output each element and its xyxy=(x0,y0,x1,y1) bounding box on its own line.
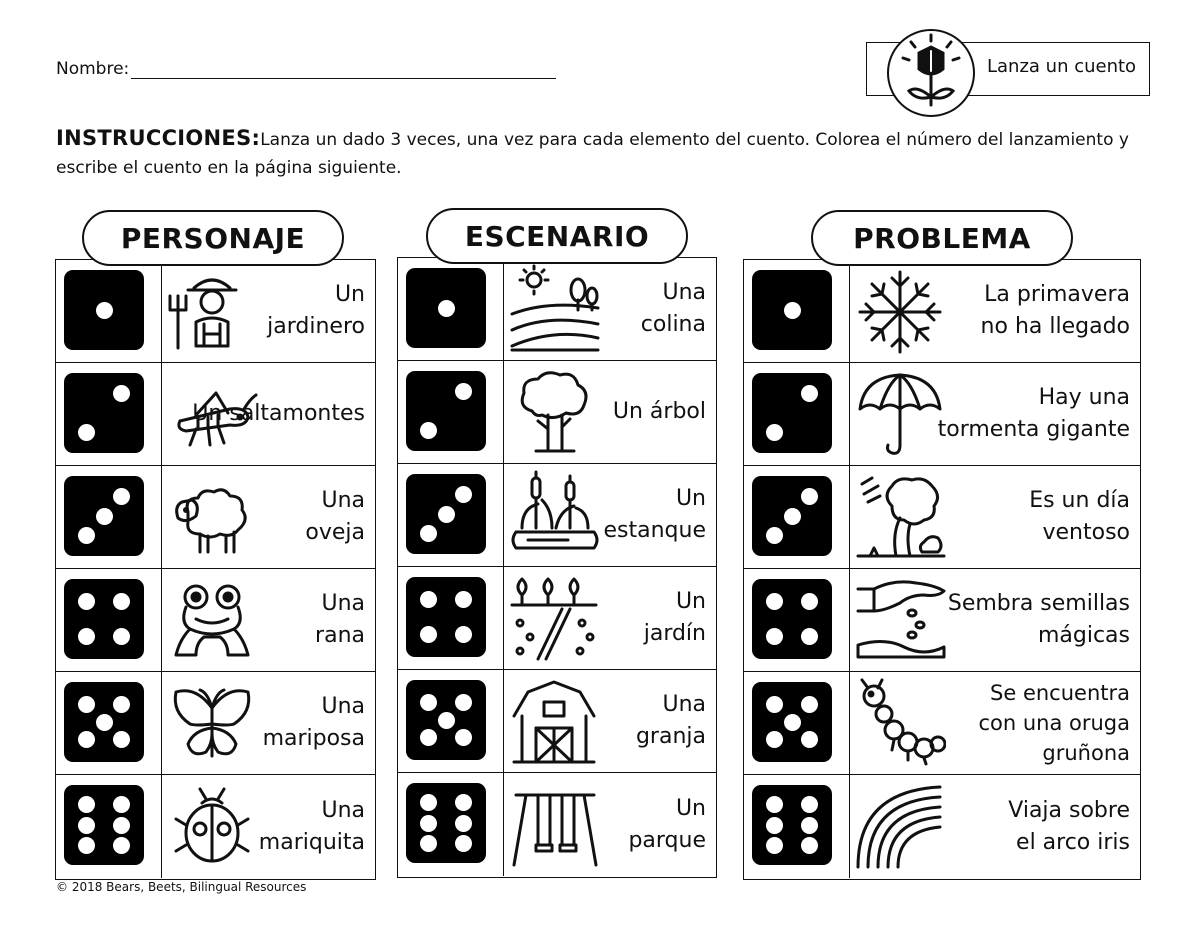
die-pip xyxy=(455,835,472,852)
option-label-line: tormenta gigante xyxy=(937,417,1130,442)
option-label-line: oveja xyxy=(305,520,365,545)
die-pip xyxy=(784,302,801,319)
die-cell[interactable] xyxy=(398,258,504,360)
die-pip xyxy=(78,593,95,610)
barn-icon xyxy=(508,676,600,764)
die-face-5-icon[interactable] xyxy=(752,682,832,762)
die-pip xyxy=(766,731,783,748)
die-pip xyxy=(113,385,130,402)
option-label-line: Se encuentra xyxy=(990,681,1130,705)
option-label-line: parque xyxy=(628,827,706,853)
option-label-line: Viaja sobre xyxy=(1008,797,1130,823)
die-pip xyxy=(78,817,95,834)
die-pip xyxy=(78,696,95,713)
die-pip xyxy=(113,837,130,854)
brand-title: Lanza un cuento xyxy=(987,56,1137,77)
option-label xyxy=(1008,775,1130,878)
instructions-label: INSTRUCCIONES: xyxy=(56,126,261,150)
die-face-3-icon[interactable] xyxy=(406,474,486,554)
die-pip xyxy=(801,731,818,748)
die-face-4-icon[interactable] xyxy=(752,579,832,659)
option-row xyxy=(744,569,1140,672)
die-pip xyxy=(78,731,95,748)
option-row xyxy=(744,260,1140,363)
die-pip xyxy=(113,488,130,505)
option-label-line: Una xyxy=(321,591,365,616)
die-pip xyxy=(801,696,818,713)
die-cell[interactable] xyxy=(744,775,850,878)
option-label xyxy=(1029,466,1130,568)
name-field[interactable] xyxy=(131,58,556,79)
die-pip xyxy=(113,731,130,748)
die-pip xyxy=(766,837,783,854)
die-pip xyxy=(113,593,130,610)
die-pip xyxy=(78,628,95,645)
seed-hand-icon xyxy=(854,575,946,663)
column-header-personaje: PERSONAJE xyxy=(82,210,344,266)
die-pip xyxy=(96,302,113,319)
die-pip xyxy=(455,815,472,832)
garden-icon xyxy=(508,573,600,661)
option-label xyxy=(644,567,706,669)
option-label xyxy=(948,569,1130,671)
die-cell[interactable] xyxy=(398,464,504,566)
die-cell[interactable] xyxy=(744,569,850,671)
die-pip xyxy=(420,422,437,439)
flower-logo-icon xyxy=(887,29,975,117)
column-header-escenario: ESCENARIO xyxy=(426,208,688,264)
die-face-4-icon[interactable] xyxy=(406,577,486,657)
die-cell[interactable] xyxy=(398,670,504,772)
option-label-line: La primavera xyxy=(984,282,1130,307)
die-cell[interactable] xyxy=(56,466,162,568)
die-face-5-icon[interactable] xyxy=(64,682,144,762)
die-pip xyxy=(766,593,783,610)
option-label-line: Una xyxy=(321,488,365,513)
option-label-line: Un xyxy=(675,589,706,614)
option-label-line: Sembra semillas xyxy=(947,591,1130,616)
die-pip xyxy=(78,796,95,813)
die-pip xyxy=(766,696,783,713)
die-pip xyxy=(455,591,472,608)
die-pip xyxy=(420,591,437,608)
copyright: © 2018 Bears, Beets, Bilingual Resources xyxy=(56,880,307,894)
die-face-3-icon[interactable] xyxy=(64,476,144,556)
option-label xyxy=(259,775,365,878)
die-face-6-icon[interactable] xyxy=(752,785,832,865)
die-cell[interactable] xyxy=(56,569,162,671)
die-pip xyxy=(801,593,818,610)
option-label xyxy=(978,672,1130,774)
option-row xyxy=(398,361,716,464)
option-label-line: no ha llegado xyxy=(980,314,1130,339)
die-face-4-icon[interactable] xyxy=(64,579,144,659)
die-pip xyxy=(78,424,95,441)
die-face-6-icon[interactable] xyxy=(406,783,486,863)
die-face-1-icon[interactable] xyxy=(752,270,832,350)
die-cell[interactable] xyxy=(56,672,162,774)
swing-icon xyxy=(508,779,600,867)
die-pip xyxy=(784,508,801,525)
snowflake-icon xyxy=(854,266,946,354)
die-cell[interactable] xyxy=(56,260,162,362)
die-pip xyxy=(438,712,455,729)
option-label xyxy=(315,569,365,671)
die-pip xyxy=(420,694,437,711)
umbrella-icon xyxy=(854,369,946,457)
die-cell[interactable] xyxy=(744,260,850,362)
tree-icon xyxy=(508,367,600,455)
option-label-line: Un xyxy=(675,795,706,821)
die-face-2-icon[interactable] xyxy=(752,373,832,453)
option-row xyxy=(56,466,375,569)
option-label xyxy=(628,773,706,876)
die-pip xyxy=(438,300,455,317)
die-pip xyxy=(455,383,472,400)
column-grid-problema xyxy=(743,259,1141,880)
option-label-line: granja xyxy=(635,724,706,749)
die-cell[interactable] xyxy=(56,775,162,878)
column-header-problema: PROBLEMA xyxy=(811,210,1073,266)
die-face-5-icon[interactable] xyxy=(406,680,486,760)
option-label-line: Una xyxy=(321,694,365,719)
die-pip xyxy=(96,508,113,525)
option-label xyxy=(613,361,706,463)
frog-icon xyxy=(166,575,258,663)
option-label xyxy=(305,466,365,568)
die-pip xyxy=(96,714,113,731)
die-pip xyxy=(455,694,472,711)
die-pip xyxy=(801,837,818,854)
instructions xyxy=(56,124,1136,182)
die-pip xyxy=(455,626,472,643)
option-label xyxy=(263,672,365,774)
option-label-line: Una xyxy=(662,280,706,305)
column-grid-escenario xyxy=(397,257,717,878)
option-label xyxy=(938,363,1130,465)
die-pip xyxy=(420,525,437,542)
die-pip xyxy=(113,796,130,813)
pond-icon xyxy=(508,470,600,558)
die-pip xyxy=(784,714,801,731)
die-pip xyxy=(455,486,472,503)
option-label-line: mariposa xyxy=(262,726,365,751)
option-label-line: con una oruga xyxy=(978,711,1130,735)
option-label-line: el arco iris xyxy=(1016,829,1130,855)
option-row xyxy=(744,363,1140,466)
die-pip xyxy=(801,817,818,834)
die-cell[interactable] xyxy=(398,361,504,463)
option-label-line: estanque xyxy=(603,518,706,543)
die-cell[interactable] xyxy=(398,567,504,669)
die-pip xyxy=(801,385,818,402)
name-label: Nombre: xyxy=(56,59,130,79)
option-row xyxy=(56,569,375,672)
option-row xyxy=(398,464,716,567)
hill-icon xyxy=(508,264,600,352)
name-row xyxy=(56,58,556,79)
die-pip xyxy=(766,796,783,813)
die-cell[interactable] xyxy=(744,672,850,774)
option-row xyxy=(56,775,375,878)
option-label xyxy=(636,670,706,772)
option-row xyxy=(56,260,375,363)
option-row xyxy=(56,363,375,466)
option-label-line: mágicas xyxy=(1037,623,1130,648)
die-face-3-icon[interactable] xyxy=(752,476,832,556)
die-pip xyxy=(420,729,437,746)
die-pip xyxy=(420,835,437,852)
option-label-line: Una xyxy=(662,692,706,717)
option-label xyxy=(981,260,1130,362)
option-label-line: jardinero xyxy=(267,314,365,339)
option-label xyxy=(641,258,706,360)
die-pip xyxy=(766,527,783,544)
die-pip xyxy=(420,794,437,811)
option-label-line: mariquita xyxy=(258,829,365,855)
die-face-1-icon[interactable] xyxy=(406,268,486,348)
instructions-text: Lanza un dado 3 veces, una vez para cada elemento del cuento. Colorea el número del lanzamiento y escribe el cuento en la página siguiente. xyxy=(56,130,1129,178)
die-cell[interactable] xyxy=(744,363,850,465)
option-row xyxy=(398,773,716,876)
option-label-line: gruñona xyxy=(1042,741,1130,765)
option-row xyxy=(744,466,1140,569)
brand-box xyxy=(866,42,1150,96)
die-cell[interactable] xyxy=(744,466,850,568)
column-grid-personaje xyxy=(55,259,376,880)
option-label-line: Un saltamontes xyxy=(192,401,365,426)
option-row xyxy=(398,567,716,670)
option-row xyxy=(398,258,716,361)
sheep-icon xyxy=(166,472,258,560)
gardener-icon xyxy=(166,266,258,354)
option-row xyxy=(398,670,716,773)
option-label-line: Un xyxy=(334,282,365,307)
option-label-line: colina xyxy=(640,312,706,337)
die-pip xyxy=(78,527,95,544)
die-face-2-icon[interactable] xyxy=(64,373,144,453)
die-pip xyxy=(113,696,130,713)
die-pip xyxy=(113,628,130,645)
die-pip xyxy=(438,506,455,523)
caterpillar-icon xyxy=(854,678,946,766)
die-pip xyxy=(801,488,818,505)
ladybug-icon xyxy=(166,781,258,869)
option-label xyxy=(192,363,365,465)
option-label-line: Un xyxy=(675,486,706,511)
die-face-1-icon[interactable] xyxy=(64,270,144,350)
die-cell[interactable] xyxy=(398,773,504,876)
option-label-line: Un árbol xyxy=(612,399,706,424)
option-label-line: Una xyxy=(321,797,365,823)
die-pip xyxy=(766,817,783,834)
die-pip xyxy=(420,815,437,832)
option-row xyxy=(56,672,375,775)
die-pip xyxy=(766,424,783,441)
option-row xyxy=(744,775,1140,878)
option-label-line: rana xyxy=(315,623,365,648)
die-pip xyxy=(455,794,472,811)
die-pip xyxy=(113,817,130,834)
die-pip xyxy=(78,837,95,854)
option-label-line: Hay una xyxy=(1038,385,1130,410)
option-label-line: ventoso xyxy=(1042,520,1130,545)
windy-tree-icon xyxy=(854,472,946,560)
option-label-line: Es un día xyxy=(1029,488,1130,513)
die-face-2-icon[interactable] xyxy=(406,371,486,451)
option-label xyxy=(604,464,707,566)
rainbow-icon xyxy=(854,781,946,869)
die-pip xyxy=(455,729,472,746)
die-pip xyxy=(801,796,818,813)
die-cell[interactable] xyxy=(56,363,162,465)
die-face-6-icon[interactable] xyxy=(64,785,144,865)
butterfly-icon xyxy=(166,678,258,766)
option-row xyxy=(744,672,1140,775)
die-pip xyxy=(420,626,437,643)
die-pip xyxy=(801,628,818,645)
option-label-line: jardín xyxy=(643,621,706,646)
option-label xyxy=(267,260,365,362)
die-pip xyxy=(766,628,783,645)
